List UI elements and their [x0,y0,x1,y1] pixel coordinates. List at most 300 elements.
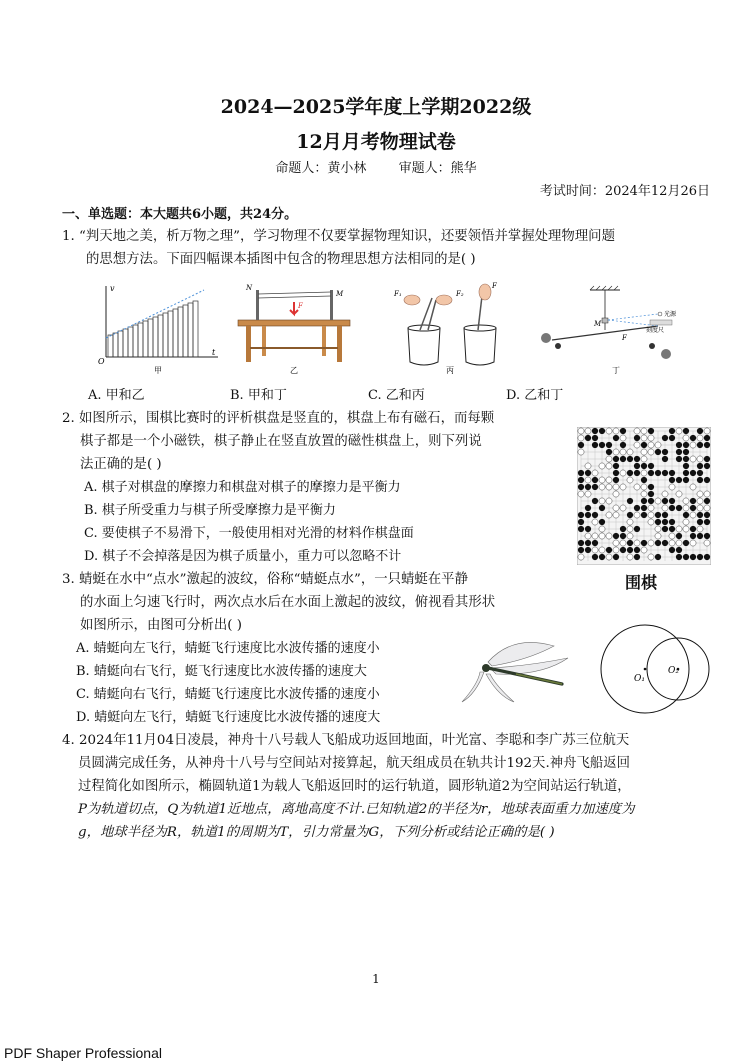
go-stone [634,435,640,441]
go-stone [620,442,626,448]
go-stone [578,428,584,434]
go-stone [676,547,682,553]
go-stone [697,442,703,448]
go-stone [585,526,591,532]
f1-label: F₁ [394,290,402,298]
go-stone [592,512,598,518]
go-stone [599,533,605,539]
go-stone [662,470,668,476]
go-stone [641,512,647,518]
go-stone [648,442,654,448]
q2-option-d[interactable]: D. 棋子不会掉落是因为棋子质量小，重力可以忽略不计 [84,549,402,564]
go-stone [585,477,591,483]
q2-line2: 棋子都是一个小磁铁，棋子静止在竖直放置的磁性棋盘上，则下列说 [80,434,482,449]
go-stone [704,519,710,525]
go-stone [648,463,654,469]
go-stone [662,526,668,532]
go-stone [599,498,605,504]
q1-option-c[interactable]: C. 乙和丙 [368,388,425,403]
v-label: v [110,284,115,293]
go-stone [606,512,612,518]
go-stone [585,428,591,434]
go-stone [627,547,633,553]
go-stone [613,540,619,546]
go-stone [592,442,598,448]
go-stone [697,470,703,476]
go-stone [627,477,633,483]
go-stone [669,484,675,490]
go-stone [620,547,626,553]
origin-label: O [98,357,105,366]
go-stone [606,554,612,560]
go-stone [669,498,675,504]
go-stone [613,435,619,441]
go-stone [592,519,598,525]
go-stone [704,533,710,539]
go-stone [627,540,633,546]
go-stone [704,512,710,518]
go-stone [697,498,703,504]
go-stone [627,449,633,455]
go-stone [648,484,654,490]
go-stone [676,540,682,546]
go-stone [578,526,584,532]
go-stone [683,526,689,532]
go-stone [620,533,626,539]
go-stone [676,505,682,511]
go-stone [599,519,605,525]
go-stone [613,505,619,511]
go-stone [578,491,584,497]
scale-label: 刻度尺 [646,327,665,334]
o2-label: O₂ [668,666,679,676]
go-stone [697,512,703,518]
go-stone [634,505,640,511]
go-stone [599,442,605,448]
go-stone [655,498,661,504]
go-stone [592,435,598,441]
go-stone [592,477,598,483]
dragonfly-image [458,632,584,708]
go-stone [683,463,689,469]
q3-option-b[interactable]: B. 蜻蜓向右飞行，蜓飞行速度比水波传播的速度大 [76,664,367,679]
fig-label-bing: 丙 [446,366,454,375]
go-stone [613,484,619,490]
go-stone [683,435,689,441]
go-stone [662,498,668,504]
q4-line3: 过程简化如图所示，椭圆轨道1为载人飞船返回时的运行轨道，圆形轨道2为空间站运行轨道， [78,779,631,794]
go-stone [613,554,619,560]
go-stone [690,533,696,539]
go-stone [634,463,640,469]
go-stone [690,505,696,511]
go-stone [599,463,605,469]
go-stone [690,470,696,476]
go-stone [627,512,633,518]
go-stone [648,505,654,511]
go-stone [578,442,584,448]
go-stone [613,533,619,539]
go-stone [641,477,647,483]
go-stone [641,463,647,469]
q4-line2: 员圆满完成任务，从神舟十八号与空间站对接算起，航天组成员在轨共计192天.神舟飞船返回 [78,756,631,771]
go-stone [606,456,612,462]
go-stone [697,456,703,462]
go-stone [683,512,689,518]
go-stone [690,498,696,504]
go-stone [683,456,689,462]
go-stone [690,512,696,518]
figure-jia [96,282,222,374]
go-stone [627,498,633,504]
go-stone [634,442,640,448]
author: 命题人：黄小林 [275,161,367,176]
go-stone [662,435,668,441]
go-stone [585,512,591,518]
go-stone [676,526,682,532]
m-label: M [336,290,344,298]
go-stone [704,463,710,469]
go-stone [620,505,626,511]
f-label-bing: F [492,282,497,290]
go-stone [613,463,619,469]
go-stone [613,456,619,462]
go-stone [704,442,710,448]
go-stone [669,435,675,441]
q3-line1: 3. 蜻蜓在水中“点水”激起的波纹，俗称“蜻蜓点水”，一只蜻蜓在平静 [62,572,468,587]
go-stone [697,463,703,469]
q3-option-c[interactable]: C. 蜻蜓向右飞行，蜻蜓飞行速度比水波传播的速度小 [76,687,380,702]
page-number: 1 [372,972,380,986]
go-stone [613,477,619,483]
f-label: F [298,302,303,310]
go-stone [704,456,710,462]
go-stone [676,554,682,560]
q3-line3: 如图所示，由图可分析出( ) [80,618,243,633]
go-stone [662,456,668,462]
go-stone [613,470,619,476]
go-stone [704,554,710,560]
go-stone [627,526,633,532]
go-stone [641,456,647,462]
go-stone [606,463,612,469]
go-board-image [577,427,711,565]
go-stone [704,540,710,546]
go-stone [669,540,675,546]
go-stone [690,435,696,441]
authors-line [0,157,752,176]
go-stone [683,449,689,455]
fig-label-ding: 丁 [612,366,620,375]
go-stone [641,505,647,511]
go-stone [578,435,584,441]
go-stone [641,428,647,434]
go-stone [697,435,703,441]
f-label-ding: F [622,334,627,342]
go-stone [641,540,647,546]
go-stone [683,477,689,483]
q1-option-b[interactable]: B. 甲和丁 [230,388,287,403]
go-stone [662,519,668,525]
go-stone [697,533,703,539]
go-stone [606,533,612,539]
go-stone [697,505,703,511]
go-stone [683,519,689,525]
go-caption: 围棋 [625,573,658,592]
go-stone [704,491,710,497]
go-stone [655,442,661,448]
go-stone [662,505,668,511]
q2-option-b[interactable]: B. 棋子所受重力与棋子所受摩擦力是平衡力 [84,503,336,518]
go-stone [627,554,633,560]
go-stone [585,540,591,546]
go-stone [634,484,640,490]
n-label: N [246,284,253,292]
go-stone [620,526,626,532]
go-stone [578,477,584,483]
go-stone [641,442,647,448]
go-stone [599,526,605,532]
go-stone [648,428,654,434]
go-stone [676,456,682,462]
go-stone [669,470,675,476]
go-stone [655,533,661,539]
go-stone [704,477,710,483]
go-stone [627,519,633,525]
go-stone [648,554,654,560]
q4-line1: 4. 2024年11月04日凌晨，神舟十八号载人飞船成功返回地面，叶光富、李聪和李广苏三位航天 [62,733,630,748]
go-stone [648,512,654,518]
go-stone [578,554,584,560]
go-stone [683,554,689,560]
go-stone [648,498,654,504]
go-stone [690,456,696,462]
go-stone [641,470,647,476]
go-stone [634,554,640,560]
go-stone [669,533,675,539]
go-stone [669,519,675,525]
go-stone [648,519,654,525]
go-stone [648,491,654,497]
go-stone [585,470,591,476]
go-stone [641,491,647,497]
go-stone [676,491,682,497]
go-stone [606,484,612,490]
go-stone [641,547,647,553]
q1-line2: 的思想方法。下面四幅课本插图中包含的物理思想方法相同的是( ) [86,252,476,267]
q4-line4: P为轨道切点，Q为轨道1近地点，离地高度不计.已知轨道2的半径为r，地球表面重力加速度为 [78,802,635,817]
go-stone [662,540,668,546]
go-stone [585,463,591,469]
go-stone [620,456,626,462]
go-stone [683,470,689,476]
go-stone [641,484,647,490]
go-stone [648,449,654,455]
go-stone [578,449,584,455]
go-stone [592,470,598,476]
section-heading: 一、单选题：本大题共6小题，共24分。 [62,207,298,222]
go-stone [655,519,661,525]
go-stone [641,449,647,455]
go-stone [613,491,619,497]
go-stone [634,470,640,476]
fig-label-jia: 甲 [154,366,162,374]
light-source-label: 光源 [664,311,677,318]
go-stone [683,505,689,511]
go-stone [592,484,598,490]
m-label-ding: M [594,320,602,328]
go-stone [704,498,710,504]
go-stone [648,540,654,546]
go-stone [627,470,633,476]
go-stone [606,442,612,448]
go-stone [578,547,584,553]
go-stone [683,498,689,504]
go-stone [662,449,668,455]
q2-option-c[interactable]: C. 要使棋子不易滑下，一般使用相对光滑的材料作棋盘面 [84,526,414,541]
q2-option-a[interactable]: A. 棋子对棋盘的摩擦力和棋盘对棋子的摩擦力是平衡力 [84,480,401,495]
fig-label-yi: 乙 [290,366,298,375]
go-stone [655,470,661,476]
go-stone [683,540,689,546]
go-stone [592,533,598,539]
go-stone [655,554,661,560]
q3-option-a[interactable]: A. 蜻蜓向左飞行，蜻蜓飞行速度比水波传播的速度小 [76,641,380,656]
go-stone [634,456,640,462]
go-stone [669,477,675,483]
go-stone [690,484,696,490]
go-stone [599,554,605,560]
go-stone [634,428,640,434]
go-stone [641,435,647,441]
go-stone [606,428,612,434]
t-label: t [212,348,216,357]
q2-line1: 2. 如图所示，围棋比赛时的评析棋盘是竖直的，棋盘上布有磁石，而每颗 [62,411,495,426]
go-stone [606,477,612,483]
go-stone [585,505,591,511]
go-stone [613,547,619,553]
go-stone [627,456,633,462]
go-stone [683,428,689,434]
go-stone [676,428,682,434]
go-stone [662,491,668,497]
go-stone [578,470,584,476]
go-stone [704,505,710,511]
go-stone [676,442,682,448]
go-stone [592,554,598,560]
go-stone [620,540,626,546]
go-stone [606,498,612,504]
exam-subtitle: 12月月考物理试卷 [296,131,456,153]
go-stone [676,477,682,483]
go-stone [578,540,584,546]
go-stone [655,512,661,518]
go-stone [690,554,696,560]
go-stone [697,477,703,483]
go-stone [634,547,640,553]
go-stone [613,449,619,455]
go-stone [669,526,675,532]
go-stone [690,442,696,448]
go-stone [620,484,626,490]
exam-title: 2024—2025学年度上学期2022级 [220,96,532,118]
go-stone [676,533,682,539]
go-stone [697,526,703,532]
go-stone [592,540,598,546]
go-stone [599,505,605,511]
go-stone [697,428,703,434]
go-stone [655,526,661,532]
go-stone [585,491,591,497]
go-stone [606,449,612,455]
bars-group [108,301,198,357]
o1-label: O₁ [634,674,645,684]
go-stone [697,491,703,497]
q1-option-a[interactable]: A. 甲和乙 [88,388,145,403]
go-stone [690,540,696,546]
q4-line5: g，地球半径为R，轨道1的周期为T，引力常量为G，下列分析或结论正确的是( ) [78,825,555,840]
q1-option-d[interactable]: D. 乙和丁 [506,388,564,403]
go-stone [634,512,640,518]
go-stone [697,519,703,525]
q2-line3: 法正确的是( ) [80,457,162,472]
go-stone [655,540,661,546]
go-stone [599,428,605,434]
go-stone [613,428,619,434]
f2-label: F₂ [456,290,464,298]
figure-ding [530,280,680,376]
go-stone [704,435,710,441]
go-stone [585,484,591,490]
go-stone [669,505,675,511]
go-stone [578,484,584,490]
q3-line2: 的水面上匀速飞行时，两次点水后在水面上激起的波纹，俯视看其形状 [80,595,496,610]
go-stone [599,477,605,483]
go-stone [641,498,647,504]
go-stone [592,547,598,553]
go-stone [578,519,584,525]
go-stone [676,449,682,455]
exam-time: 考试时间：2024年12月26日 [539,184,710,199]
go-stone [592,498,598,504]
go-stone [704,428,710,434]
go-stone [627,533,633,539]
go-stone [585,547,591,553]
go-stone [599,484,605,490]
go-stone [599,547,605,553]
go-stone [592,428,598,434]
reviewer: 审题人：熊华 [398,161,477,176]
go-stone [606,547,612,553]
figure-yi [232,280,356,376]
go-stone [585,435,591,441]
go-stone [620,428,626,434]
go-stone [620,435,626,441]
go-stone [648,435,654,441]
go-stone [683,442,689,448]
q1-line1: 1. “判天地之美，析万物之理”，学习物理不仅要掌握物理知识，还要领悟并掌握处理物理问题 [62,229,615,244]
go-stone [578,512,584,518]
figure-bing [390,280,514,376]
go-stone [669,547,675,553]
go-stone [613,512,619,518]
go-stone [662,512,668,518]
q3-option-d[interactable]: D. 蜻蜓向左飞行，蜻蜓飞行速度比水波传播的速度大 [76,710,381,725]
go-stone [669,428,675,434]
go-stone [585,533,591,539]
go-stone [655,449,661,455]
go-stone [620,449,626,455]
